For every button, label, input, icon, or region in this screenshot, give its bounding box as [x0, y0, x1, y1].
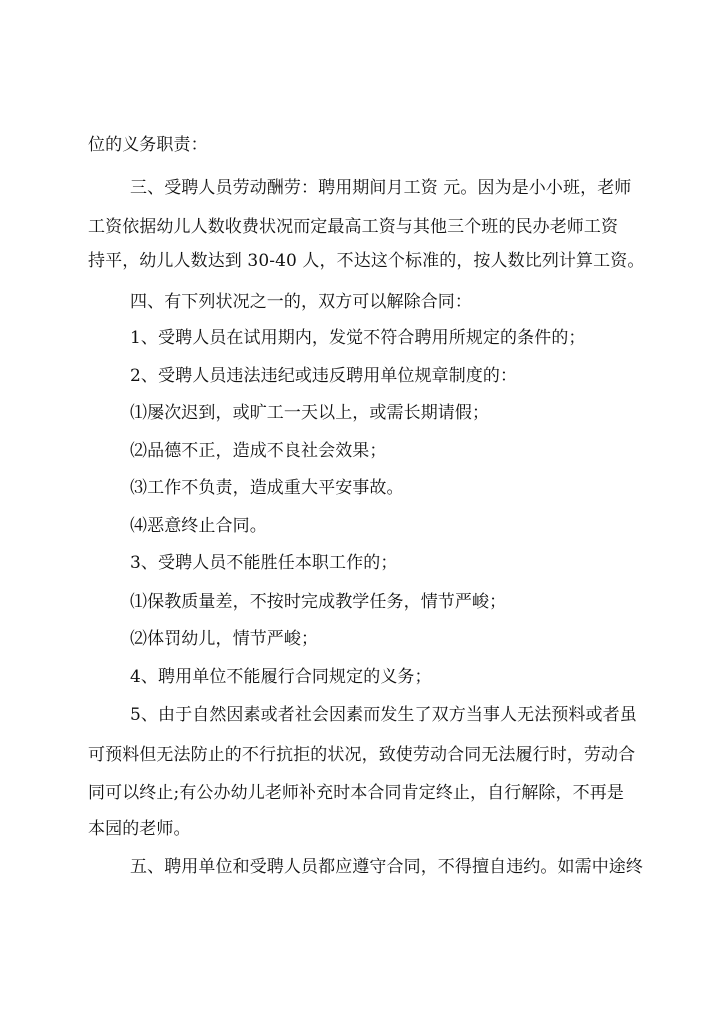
list-item: 5、由于自然因素或者社会因素而发生了双方当事人无法预料或者虽: [130, 705, 637, 725]
sub-list-item: ⑶工作不负责，造成重大平安事故。: [130, 478, 404, 498]
list-item: 1、受聘人员在试用期内，发觉不符合聘用所规定的条件的；: [130, 328, 586, 348]
list-item: 4、聘用单位不能履行合同规定的义务；: [130, 667, 432, 687]
section-heading-5: 五、聘用单位和受聘人员都应遵守合同，不得擅自违约。如需中途终: [130, 857, 643, 877]
text-line: 本园的老师。: [88, 819, 191, 839]
section-heading-3: 三、受聘人员劳动酬劳：聘用期间月工资 元。因为是小小班，老师: [130, 178, 632, 198]
text-line: 同可以终止;有公办幼儿老师补充时本合同肯定终止，自行解除，不再是: [88, 783, 624, 803]
section-heading-4: 四、有下列状况之一的，双方可以解除合同：: [130, 292, 472, 312]
text-line: 工资依据幼儿人数收费状况而定最高工资与其他三个班的民办老师工资: [88, 217, 619, 237]
sub-list-item: ⑷恶意终止合同。: [130, 516, 267, 536]
list-item: 3、受聘人员不能胜任本职工作的；: [130, 553, 398, 573]
sub-list-item: ⑴保教质量差，不按时完成教学任务，情节严峻；: [130, 592, 507, 612]
text-line: 位的义务职责：: [88, 135, 208, 155]
text-line: 持平，幼儿人数达到 30-40 人，不达这个标准的，按人数比列计算工资。: [88, 251, 645, 271]
sub-list-item: ⑵体罚幼儿，情节严峻；: [130, 629, 319, 649]
list-item: 2、受聘人员违法违纪或违反聘用单位规章制度的：: [130, 366, 518, 386]
sub-list-item: ⑴屡次迟到，或旷工一天以上，或需长期请假；: [130, 403, 490, 423]
sub-list-item: ⑵品德不正，造成不良社会效果；: [130, 441, 387, 461]
text-line: 可预料但无法防止的不行抗拒的状况，致使劳动合同无法履行时，劳动合: [88, 745, 636, 765]
